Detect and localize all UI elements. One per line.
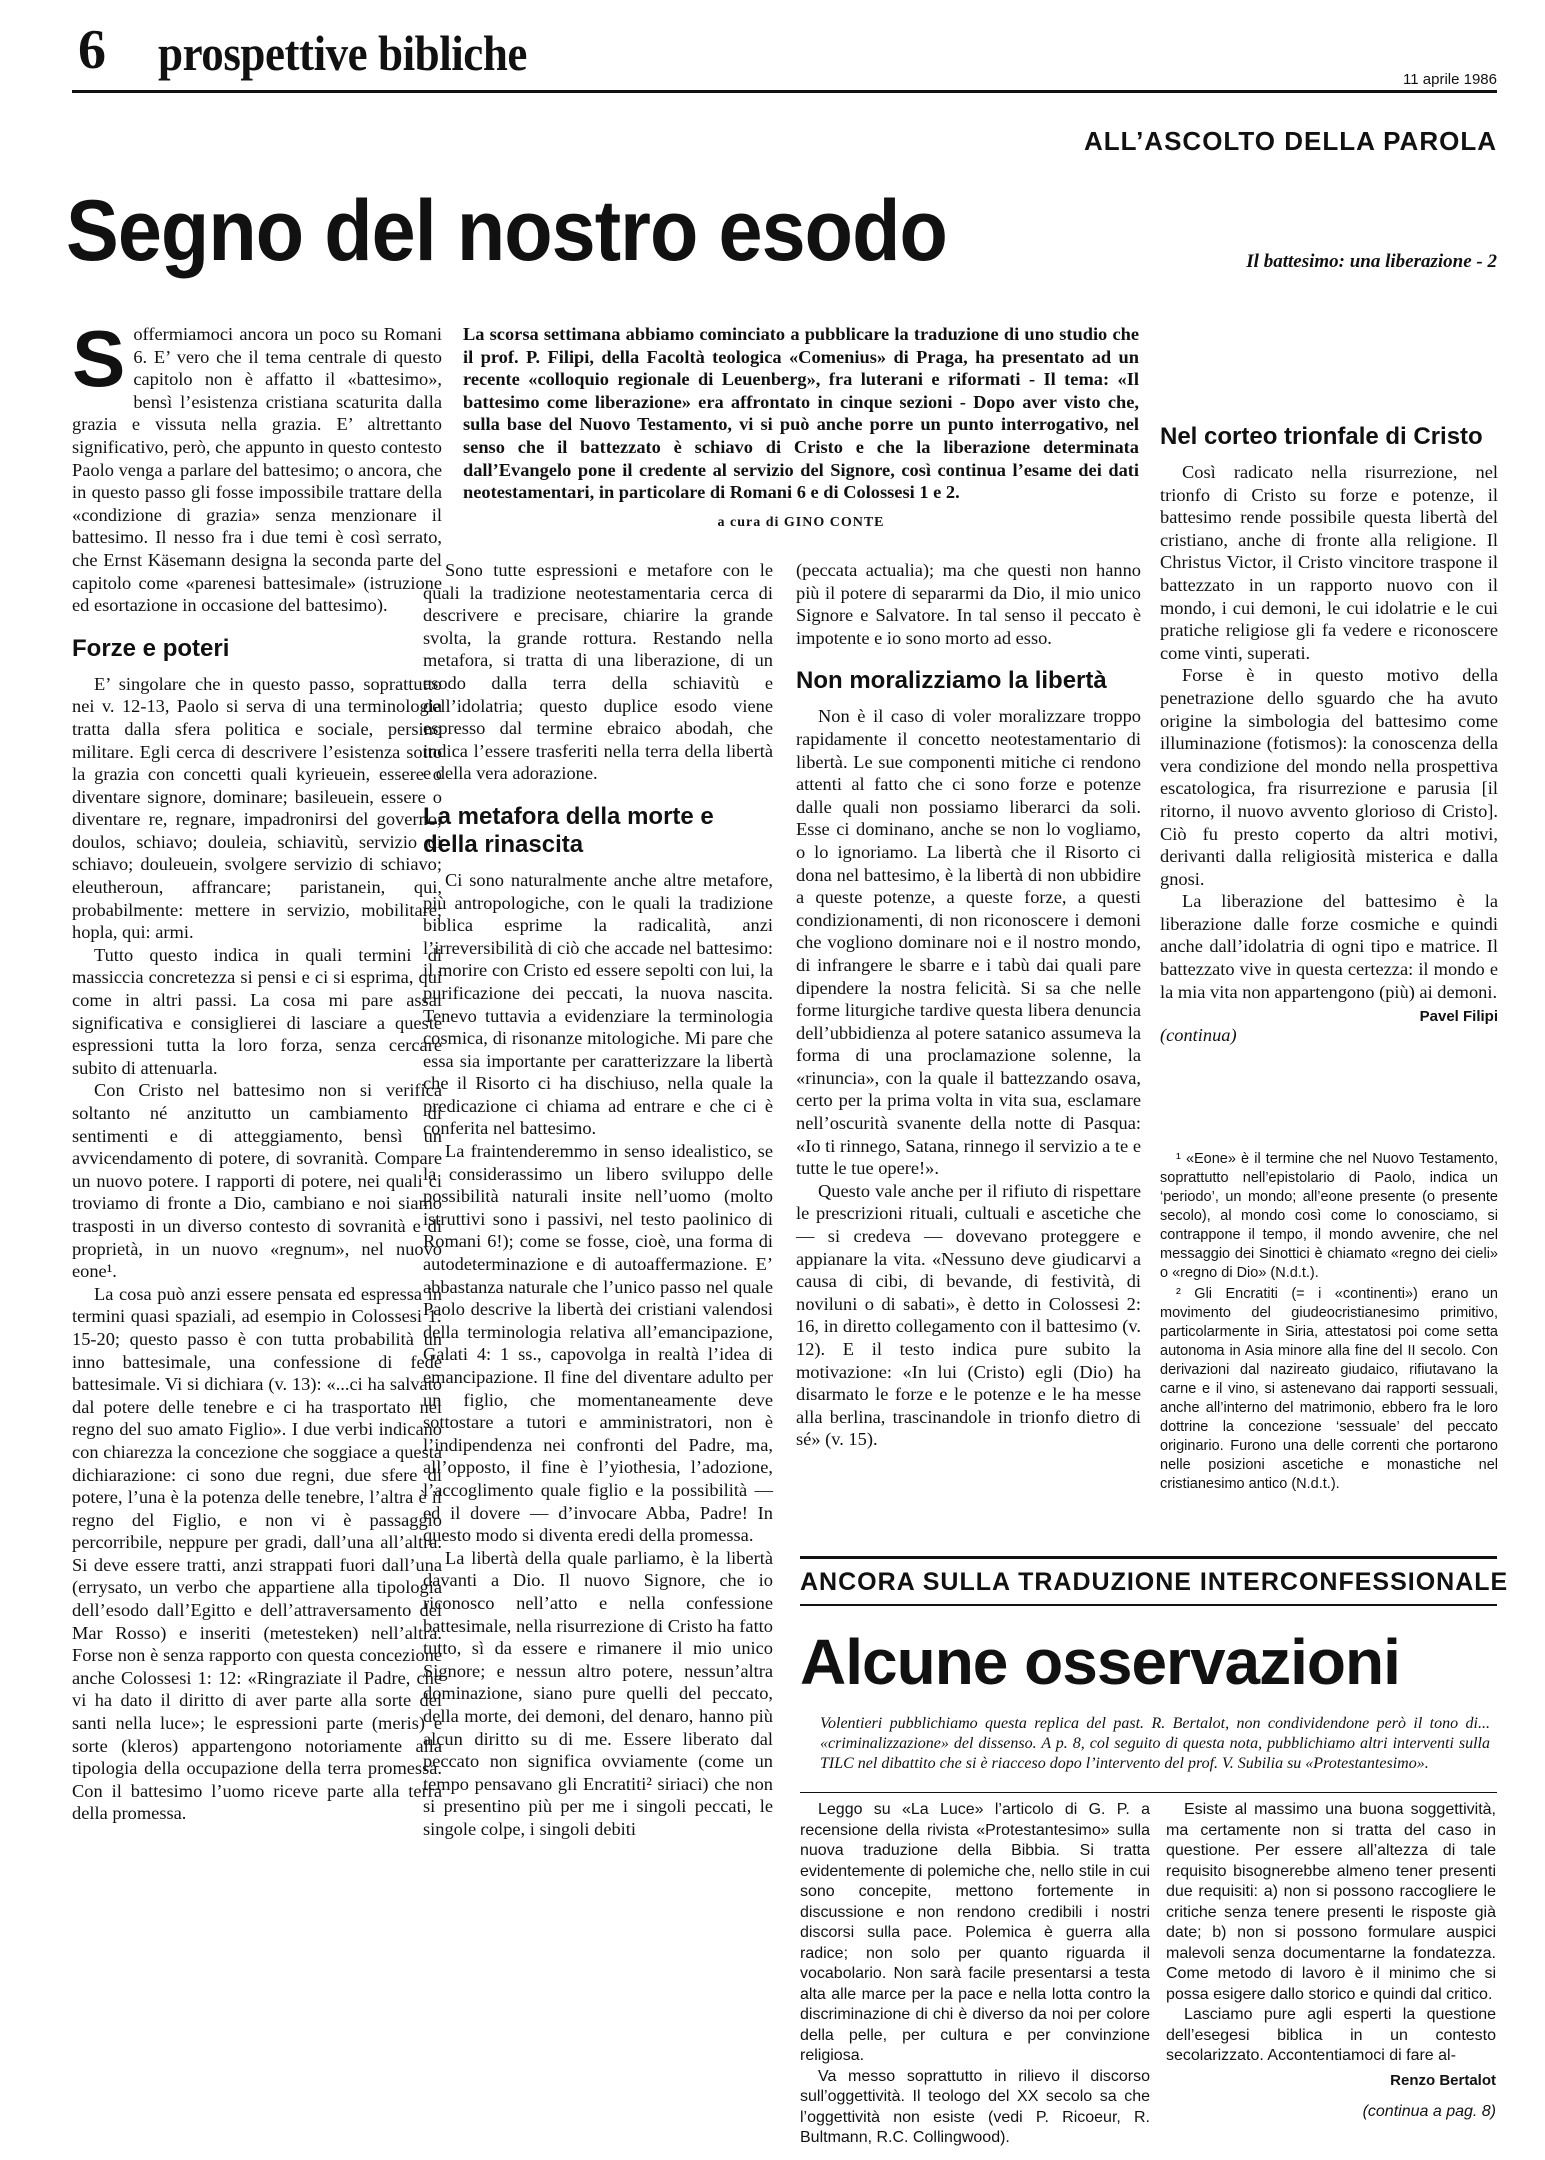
- footnote-1: ¹ «Eone» è il termine che nel Nuovo Testamento, soprattutto nell’epistolario di Paolo, indica un ‘periodo’, un mondo; all’eone presente (o presente secolo), al mondo così come lo conosciamo, si contrappone il tempo, il mondo avvenire, che nel messaggio dei Sinottici è chiamato «regno dei cieli» o «regno di Dio» (N.d.t.).: [1160, 1151, 1498, 1281]
- article2-kicker: ANCORA SULLA TRADUZIONE INTERCONFESSIONALE: [800, 1568, 1509, 1596]
- article1-kicker: ALL’ASCOLTO DELLA PAROLA: [1083, 126, 1497, 156]
- article2-top-rule: [800, 1556, 1497, 1559]
- section-title: prospettive bibliche: [158, 25, 527, 81]
- paragraph: Lasciamo pure agli esperti la questione dell’esegesi biblica in un contesto secolarizzato. Accontentiamoci di fare al-: [1166, 2006, 1496, 2064]
- subheading-metafora: La metafora della morte e della rinascita: [423, 802, 714, 858]
- author-signature: Pavel Filipi: [1419, 1008, 1498, 1026]
- article1-column-1: [72, 314, 442, 1825]
- article1-title: Segno del nostro esodo: [66, 183, 947, 279]
- article1-column-3: [796, 559, 1141, 1451]
- paragraph: Così radicato nella risurrezione, nel trionfo di Cristo su forze e potenze, il battesimo rende possibile questa libertà del cristiano, anche di fronte alla religione. Il Christus Victor, il Cristo vincitore traspone il battezzato in un rapporto nuovo con il mondo, i cui demoni, le cui idolatrie e le cui pratiche religiose gli fa vedere e riconoscere come vinti, superati.: [1160, 462, 1498, 663]
- paragraph: Con Cristo nel battesimo non si verifica soltanto né anzitutto un cambiamento di sentimenti e di atteggiamento, bensì un avvicendamento di potere, di sovranità. Compare un nuovo potere. I rapporti di potere, nei quali ci troviamo di fronte a Dio, cambiano e noi siamo trasposti in un diverso contesto di sovranità e di proprietà, in un nuovo «regnum», nel nuovo eone¹.: [72, 1080, 442, 1282]
- subheading-corteo: Nel corteo trionfale di Cristo: [1160, 423, 1483, 450]
- paragraph: La libertà della quale parliamo, è la libertà davanti a Dio. Il nuovo Signore, che io riconosco nell’atto e nella confessione battesimale, nella risurrezione di Cristo ha fatto tutto, sì da essere e rimanere il mio unico Signore; e nessun altro potere, nessun’altra dominazione, siano pure quelli del peccato, della morte, dei demoni, del denaro, hanno più alcun diritto su di me. Essere liberato dal peccato non significa ovviamente (come un tempo pensavano gli Encratiti² siriaci) che non si presentino più per me i singoli peccati, le singole colpe, i singoli debiti: [423, 1547, 773, 1839]
- intro-text: La scorsa settimana abbiamo cominciato a pubblicare la traduzione di uno studio che il prof. P. Filipi, della Facoltà teologica «Comenius» di Praga, ha presentato ad un recente «colloquio regionale di Leuenberg», fra luterani e riformati - Il tema: «Il battesimo come liberazione» era affrontato in cinque sezioni - Dopo aver visto che, sulla base del Nuovo Testamento, vi si può anche porre un punto interrogativo, nel senso che il battezzato è schiavo di Cristo e che la liberazione determinata dall’Evangelo pone il credente al servizio del Signore, così continua l’esame dei dati neotestamentari, in particolare di Romani 6 e di Colossesi 1 e 2.: [463, 324, 1139, 503]
- article1-column-2: [423, 559, 773, 1840]
- page-number: 6: [78, 19, 107, 81]
- paragraph: La cosa può anzi essere pensata ed espressa in termini quasi spaziali, ad esempio in Colossesi 1: 15-20; questo passo è con tutta probabilità un inno battesimale, una confessione di fede battesimale. Vi si dichiara (v. 13): «...ci ha salvato dal potere delle tenebre e ci ha trasportato nel regno del suo amato Figlio». I due verbi indicano con chiarezza la concezione che soggiace a questa dichiarazione: ci sono due regni, due sfere di potere, l’una è la potenza delle tenebre, l’altra è il regno del Figlio, e non vi è passaggio percorribile, neppure per gradi, dall’una all’altra. Si deve essere tratti, anzi strappati fuori dall’una (errysato, un verbo che appartiene alla tipologia dell’esodo dall’Egitto e dell’attraversamento del Mar Rosso) e inseriti (metesteken) nell’altra. Forse non è senza rapporto con questa concezione anche Colossesi 1: 12: «Ringraziate il Padre, che vi ha dato il diritto di aver parte alla sorte dei santi nella luce»; le espressioni parte (meris) e sorte (kleros) appartengono notoriamente alla tipologia della occupazione della terra promessa. Con il battesimo l’uomo riceve parte alla terra della promessa.: [72, 1283, 442, 1824]
- paragraph: E’ singolare che in questo passo, soprattutto nei v. 12-13, Paolo si serva di una terminologia tratta dalla sfera politica e sociale, persino militare. Egli cerca di descrivere l’esistenza sotto la grazia con concetti quali kyrieuein, essere o diventare signore, dominare; basileuein, essere o diventare re, regnare, impadronirsi del governo; doulos, schiavo; douleia, schiavitù, servizio di schiavo; douleuein, svolgere servizio di schiavo; eleutheroun, affrancare; paristanein, qui, probabilmente: mettere in servizio, mobilitare; hopla, qui: armi.: [72, 673, 442, 943]
- footnote-2: ² Gli Encratiti (= i «continenti») erano un movimento del giudeocristianesimo primitivo, particolarmente in Siria, attestatosi poi come setta autonoma in Asia minore alla fine del II secolo. Con derivazioni dal nazireato giudaico, rifiutavano la carne e il vino, si astenevano dai rapporti sessuali, anche all’interno del matrimonio, ebbero fra le loro dottrine la concezione ‘sessuale’ del peccato originario. Furono una delle correnti che portarono nelle posizioni ascetiche e monastiche nel cristianesimo antico (N.d.t.).: [1160, 1286, 1498, 1492]
- article2-column-2: [1166, 1800, 1496, 2122]
- issue-date: 11 aprile 1986: [1403, 71, 1497, 88]
- dropcap: S: [72, 314, 126, 403]
- header-rule: [72, 90, 1497, 93]
- paragraph: Va messo soprattutto in rilievo il discorso sull’oggettività. Il teologo del XX secolo sa che l’oggettività non esiste (vedi P. Ricoeur, R. Bultmann, R.C. Collingwood).: [800, 2067, 1150, 2146]
- paragraph: Tutto questo indica in quali termini di massiccia concretezza si pensi e ci si esprima, qui come in altri passi. La cosa mi pare assai significativa e consiglierei di lasciare a queste espressioni tutta la loro forza, senza cercare subito di attenuarla.: [72, 944, 442, 1078]
- paragraph: Forse è in questo motivo della penetrazione dello sguardo che ha avuto origine la simbologia del battesimo come illuminazione (fotismos): la conoscenza della vera condizione del mondo nella prospettiva escatologica, fra risurrezione e parusia [il ritorno, il nuovo avvento glorioso di Cristo]. Ciò fu presto coperto da altri motivi, derivanti dalla religiosità misterica e dalla gnosi.: [1160, 665, 1498, 889]
- subheading-forze: Forze e poteri: [72, 634, 230, 662]
- article2-title: Alcune osservazioni: [800, 1626, 1400, 1698]
- article1-intro: [463, 323, 1139, 534]
- continua-label: (continua): [1160, 1025, 1237, 1046]
- paragraph: Ci sono naturalmente anche altre metafore, più antropologiche, con le quali la tradizione biblica esprime la radicalità, anzi l’irreversibilità di ciò che accade nel battesimo: il morire con Cristo ed essere sepolti con lui, la purificazione dei peccati, la nuova nascita. Tenevo tuttavia a evidenziare la terminologia cosmica, di risonanze mitologiche. Mi pare che essa sia importante per caratterizzare la libertà che il Risorto ci ha dischiuso, nella quale la predicazione ci chiama ad entrare e che ci è conferita nel battesimo.: [423, 869, 773, 1139]
- article2-author: Renzo Bertalot: [1390, 2071, 1496, 2089]
- article2-lead: Volentieri pubblichiamo questa replica del past. R. Bertalot, non condividendone però il tono di... «criminalizzazione» del dissenso. A p. 8, col seguito di questa nota, pubblichiamo altri interventi sulla TILC nel dibattito che si è riacceso dopo l’intervento del prof. V. Subilia su «Protestantesimo».: [820, 1715, 1490, 1772]
- paragraph: Non è il caso di voler moralizzare troppo rapidamente il concetto neotestamentario di libertà. Le sue componenti mitiche ci rendono attenti al fatto che ci sono forze e potenze dalle quali non possiamo liberarci da soli. Esse ci dominano, anche se non lo vogliamo, o lo ignoriamo. La libertà che il Risorto ci dona nel battesimo, è la libertà di non ubbidire a queste potenze, a queste forze, a questi condizionamenti, di non riconoscere i demoni che vogliono dominare noi e il nostro mondo, di infrangere le sbarre e i tabù dai quali pare dipendere la nostra felicità. Si sa che nelle forme liturgiche tardive questa libera denuncia dell’ubbidienza al potere satanico assumeva la forma di una proclamazione solenne, la «rinuncia», con la quale il battezzando osava, certo per la prima volta in vita sua, esclamare nell’oscurità svanente della notte di Pasqua: «Io ti rinnego, Satana, rinnego il servizio a te e tutte le tue opere!».: [796, 706, 1141, 1179]
- paragraph: Esiste al massimo una buona soggettività, ma certamente non si tratta del caso in questione. Per essere all’altezza di tale requisito bisognerebbe almeno tener presenti due requisiti: a) non si possono raccogliere le critiche senza tenere presenti le risposte già date; b) non si possono formulare auspici malevoli senza documentarne la fondatezza. Come metodo di lavoro è il minimo che si possa esigere dallo storico e quindi dal critico.: [1166, 1801, 1496, 2003]
- paragraph: Sono tutte espressioni e metafore con le quali la tradizione neotestamentaria cerca di descrivere e precisare, chiarire la grande svolta, la grande rottura. Restando nella metafora, si tratta di una liberazione, di un esodo dalla terra della schiavitù e dell’idolatria; questo duplice esodo viene espresso dal termine ebraico abodah, che indica l’essere trasferiti nella terra della libertà e della vera adorazione.: [423, 560, 773, 784]
- article2-kicker-rule: [800, 1604, 1497, 1606]
- paragraph: Leggo su «La Luce» l’articolo di G. P. a recensione della rivista «Protestantesimo» sulla nuova traduzione della Bibbia. Si tratta evidentemente di polemiche che, nello stile in cui sono concepite, mettono fortemente in discussione e non rendono credibili i nostri discorsi sulla pace. Polemica è guerra alla radice; non solo per quanto riguarda il vocabolario. Non sarà facile presentarsi a testa alta alle marce per la pace e nella lotta contro la discriminazione di chi è diverso da noi per colore della pelle, per cultura e per convinzione religiosa.: [800, 1801, 1150, 2064]
- paragraph: La liberazione del battesimo è la liberazione dalle forze cosmiche e quindi anche dall’idolatria di ogni tipo e matrice. Il battezzato vive in questa certezza: il mondo e la mia vita non appartengono (più) ai demoni.: [1160, 891, 1498, 1002]
- article2-column-1: [800, 1800, 1150, 2149]
- paragraph: (peccata actualia); ma che questi non hanno più il potere di separarmi da Dio, il mio unico Signore e Salvatore. In tal senso il peccato è impotente e io sono morto ad esso.: [796, 560, 1141, 648]
- article1-series: Il battesimo: una liberazione - 2: [1246, 251, 1497, 272]
- subheading-moral: Non moralizziamo la libertà: [796, 667, 1107, 695]
- article2-continua: (continua a pag. 8): [1362, 2102, 1496, 2120]
- paragraph: offermiamoci ancora un poco su Romani 6. E’ vero che il tema centrale di questo capitolo non è affatto il «battesimo», bensì l’esistenza cristiana scaturita dalla grazia e vissuta nella grazia. E’ altrettanto significativo, però, che appunto in questo contesto Paolo venga a parlare del battesimo; o ancora, che in questo passo gli fosse impossibile trattare della «condizione di grazia» senza menzionare il battesimo. Il nesso fra i due temi è così serrato, che Ernst Käsemann designa la seconda parte del capitolo come «parenesi battesimale» (istruzione ed esortazione in occasione del battesimo).: [72, 324, 442, 616]
- article1-column-4: [1160, 323, 1498, 1047]
- paragraph: La fraintenderemmo in senso idealistico, se la considerassimo un libero sviluppo delle possibilità naturali insite nell’uomo (molto istruttivi sono i passivi, nel testo paolinico di Romani 6!); come se fosse, cioè, una forma di autodeterminazione e di autoaffermazione. E’ abbastanza naturale che l’unico passo nel quale Paolo descrive la libertà dei cristiani valendosi della terminologia relativa all’emancipazione, Galati 4: 1 ss., capovolga in realtà l’idea di emancipazione. Il fine del diventare adulto per un figlio, che momentaneamente deve sottostare a tutori e amministratori, non è l’indipendenza nei confronti del Padre, ma, all’opposto, il fine è l’yiothesia, l’adozione, l’accoglimento quale figlio e la possibilità — ed il dovere — d’invocare Abba, Padre! In questo modo si diventa eredi della promessa.: [423, 1141, 773, 1546]
- paragraph: Questo vale anche per il rifiuto di rispettare le prescrizioni rituali, cultuali e ascetiche che — si credeva — dovevano proteggere e appianare la vita. «Nessuno deve giudicarvi a causa di cibi, di bevande, di festività, di noviluni o di sabati», è detto in Colossesi 2: 16, in diretto collegamento con il battesimo (v. 12). E il testo indica pure subito la motivazione: «In lui (Cristo) egli (Dio) ha disarmato le forze e le potenze e le ha messe alla berlina, trascinandole in trionfo dietro di sé» (v. 15).: [796, 1180, 1141, 1450]
- footnotes: [1160, 1150, 1498, 1496]
- curator-credit: a cura di GINO CONTE: [717, 514, 885, 530]
- article2-lead-rule: [800, 1792, 1497, 1793]
